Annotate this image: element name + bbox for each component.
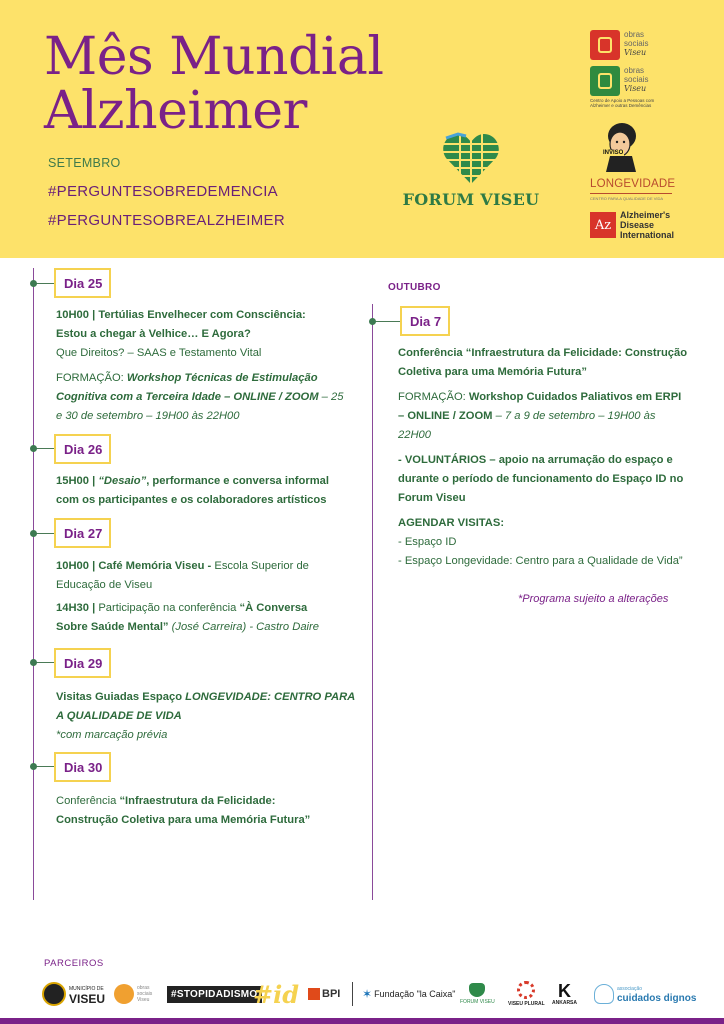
day-27-label: Dia 27 (54, 518, 111, 548)
october-timeline (372, 304, 373, 900)
hashtag-dementia: #PERGUNTESOBREDEMENCIA (48, 183, 278, 200)
bpi-logo: BPI (308, 976, 340, 1012)
day-25-label: Dia 25 (54, 268, 111, 298)
forum-viseu-text: FORUM VISEU (402, 190, 540, 209)
header-banner (0, 0, 724, 258)
id-logo: #id (253, 979, 300, 1009)
disclaimer-note: *Programa sujeito a alterações (518, 593, 669, 605)
day-7-label: Dia 7 (400, 306, 450, 336)
inviso-label: INVISO (603, 150, 624, 156)
day-29-label: Dia 29 (54, 648, 111, 678)
obras-sociais-icon (114, 984, 134, 1004)
timeline-dot (30, 445, 37, 452)
municipio-viseu-logo: MUNICÍPIO DE VISEU (42, 976, 105, 1012)
day-30-label: Dia 30 (54, 752, 111, 782)
obras-sociais-logo-2: obras sociais Viseu (590, 66, 648, 96)
obras-sociais-alzheimer-icon (590, 66, 620, 96)
obras-sociais-logo-1: obras sociais Viseu (590, 30, 648, 60)
hashtag-alzheimer: #PERGUNTESOBREALZHEIMER (48, 212, 285, 229)
timeline-dot (30, 280, 37, 287)
crest-icon (42, 982, 66, 1006)
page-title: Mês Mundial Alzheimer (44, 27, 384, 141)
month-label: SETEMBRO (48, 156, 121, 170)
cuidados-dignos-logo: associação cuidados dignos (594, 976, 696, 1012)
forum-viseu-partner-logo: FORUM VISEU (460, 976, 495, 1012)
adi-logo: Az Alzheimer's Disease International (590, 210, 674, 240)
day-29-events: Visitas Guiadas Espaço LONGEVIDADE: CENTRO PARA A QUALIDADE DE VIDA *com marcação prévia (56, 691, 356, 741)
september-timeline (33, 268, 34, 900)
obras-sociais-icon (590, 30, 620, 60)
stopidadismo-logo: #STOPIDADISMO (167, 976, 262, 1012)
longevidade-logo: LONGEVIDADE (590, 178, 676, 190)
star-icon: ✶ (362, 987, 373, 1001)
face-illustration-icon (598, 120, 644, 174)
timeline-dot (30, 659, 37, 666)
heart-icon (469, 983, 485, 997)
timeline-dot (30, 763, 37, 770)
bottom-bar (0, 1018, 724, 1024)
timeline-dot (369, 318, 376, 325)
day-27-events: 10H00 | Café Memória Viseu - Escola Superior de Educação de Viseu 14H30 | Participação na conferência “À Conversa Sobre Saúde Mental” (José Carreira) - Castro Daire (56, 560, 319, 633)
divider (352, 976, 353, 1012)
day-26-events: 15H00 | “Desaio”, performance e conversa informal com os participantes e os colaboradores artísticos (56, 475, 329, 506)
ankarsa-logo: K ANKARSA (552, 981, 577, 1006)
day-30-events: Conferência “Infraestrutura da Felicidade: Construção Coletiva para uma Memória Futura” (56, 795, 311, 826)
forum-viseu-logo (396, 130, 546, 209)
flower-icon (517, 981, 535, 999)
day-25-events: 10H00 | Tertúlias Envelhecer com Consciência: Estou a chegar à Velhice… E Agora? Que Direitos? – SAAS e Testamento Vital FORMAÇÃO: Workshop Técnicas de Estimulação Cognitiva com a Terceira Idade – ONLINE / ZOOM – 25 e 30 de setembro – 19H00 às 22H00 (56, 309, 344, 422)
viseu-plural-logo: VISEU PLURAL (508, 976, 545, 1012)
adi-az-icon: Az (590, 212, 616, 238)
la-caixa-logo: ✶ Fundação "la Caixa" (362, 987, 456, 1001)
bpi-star-icon (308, 988, 320, 1000)
obras-sociais-partner-logo: obras sociais Viseu (114, 976, 163, 1012)
partners-label: PARCEIROS (44, 958, 104, 969)
ankarsa-k-icon: K (558, 981, 571, 1001)
october-heading: OUTUBRO (388, 282, 441, 293)
heart-grid-icon (442, 130, 500, 186)
inviso-logo (598, 120, 644, 179)
longevidade-subtitle: CENTRO PARA A QUALIDADE DE VIDA (590, 196, 664, 201)
obras-sociais-subtitle: Centro de Apoio a Pessoas com Alzheimer e outras Demências (590, 98, 655, 108)
hands-icon (594, 984, 614, 1004)
day-26-label: Dia 26 (54, 434, 111, 464)
timeline-dot (30, 530, 37, 537)
longevidade-underline (590, 193, 672, 194)
day-7-events: Conferência “Infraestrutura da Felicidade: Construção Coletiva para uma Memória Futura” FORMAÇÃO: Workshop Cuidados Paliativos em ERPI – ONLINE / ZOOM – 7 a 9 de setembro – 19H00 às 22H00 - VOLUNTÁRIOS – apoio na arrumação do espaço e durante o período de funcionamento do Espaço ID no Forum Viseu AGENDAR VISITAS: - Espaço ID - Espaço Longevidade: Centro para a Qualidade de Vida” (398, 347, 688, 567)
